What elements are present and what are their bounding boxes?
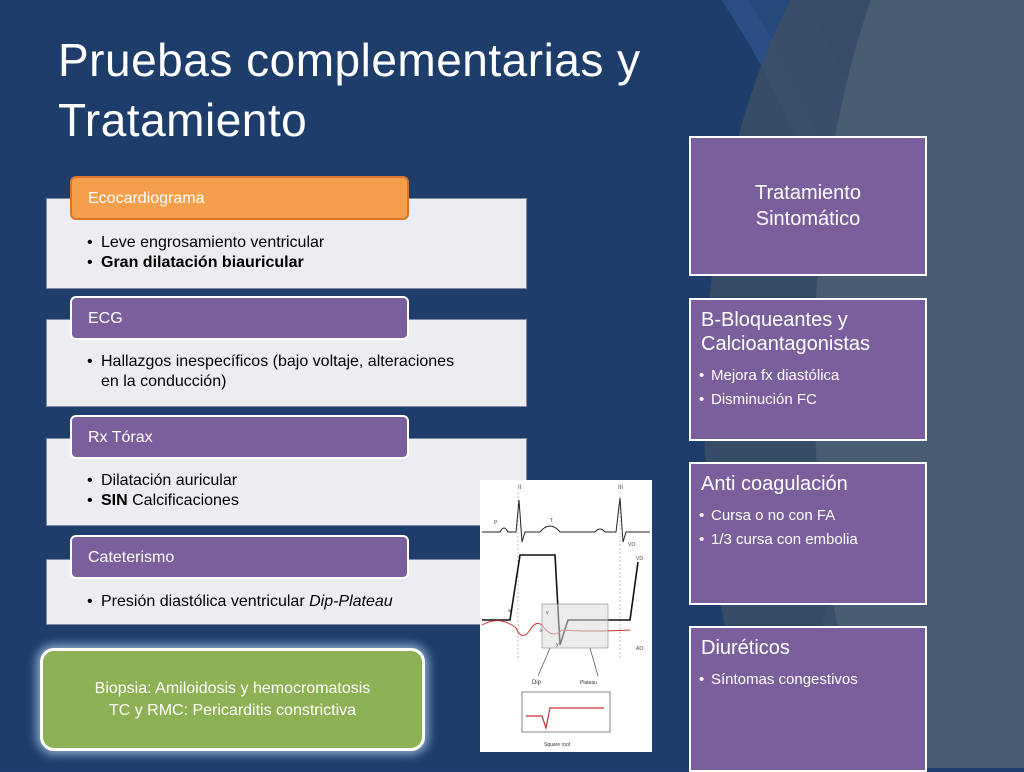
treatment-header-box [689, 136, 927, 276]
wave-label: P [494, 520, 498, 526]
pointer-line [538, 648, 550, 676]
treatment-bullet: • Mejora fx diastólica [691, 364, 925, 388]
section-tab-rx-torax: Rx Tórax [70, 415, 409, 459]
figure-caption: Square root [544, 742, 571, 748]
treatment-box-diuretics [689, 626, 927, 772]
wave-label: T [550, 518, 554, 524]
bullet-text: Calcificaciones [127, 492, 239, 509]
treatment-title-line: Calcioantagonistas [701, 333, 870, 355]
ecg-trace [482, 498, 650, 542]
treatment-title-line: B-Bloqueantes y [701, 309, 848, 331]
bullet-text: Hallazgos inespecíficos (bajo voltaje, alteraciones en la conducción) [101, 353, 455, 390]
bullet-text-bold: Gran dilatación biauricular [101, 254, 304, 271]
treatment-bullets [691, 668, 925, 692]
bullet-text: Leve engrosamiento ventricular [101, 234, 325, 251]
section-tab-ecg: ECG [70, 296, 409, 340]
biopsy-line: Biopsia: Amiloidosis y hemocromatosis [94, 679, 371, 697]
ecg-pressure-tracing [480, 480, 652, 752]
bullet-list [47, 471, 526, 511]
pointer-line [590, 648, 598, 676]
wave-label: y [556, 642, 559, 648]
side-label: AD [636, 646, 643, 652]
treatment-header-line: Sintomático [755, 208, 861, 230]
biopsy-note-box [40, 648, 425, 751]
bullet-list [47, 352, 526, 392]
square-root-trace [526, 708, 604, 728]
dip-plateau-zoom-box [542, 604, 608, 648]
bullet-item [87, 592, 526, 612]
plateau-label: Plateau [580, 680, 597, 686]
bullet-text-bold: SIN [101, 492, 128, 509]
treatment-bullet: • Cursa o no con FA [691, 504, 925, 528]
treatment-header-line: Tratamiento [755, 182, 861, 204]
square-root-box [522, 692, 610, 732]
bullet-item [87, 471, 526, 491]
treatment-box-beta-blockers [689, 298, 927, 441]
wave-label: v [546, 610, 549, 616]
treatment-bullet: • 1/3 cursa con embolia [691, 528, 925, 552]
wave-label: a [508, 608, 511, 614]
dip-label: Dip [532, 680, 542, 686]
slide-title: Pruebas complementarias y Tratamiento [58, 34, 641, 146]
bullet-text: Presión diastólica ventricular [101, 593, 310, 610]
treatment-bullet: • Síntomas congestivos [691, 668, 925, 692]
wave-label: x [540, 628, 543, 634]
bullet-item [87, 253, 526, 273]
section-tab-cateterismo: Cateterismo [70, 535, 409, 579]
bullet-item [87, 352, 461, 392]
treatment-title [691, 300, 925, 356]
bullet-text: Dilatación auricular [101, 472, 238, 489]
treatment-box-anticoagulation [689, 462, 927, 605]
imaging-line: TC y RMC: Pericarditis constrictiva [108, 701, 357, 719]
lead-label: II [518, 485, 522, 491]
ecg-pressure-figure [480, 480, 652, 752]
treatment-bullets [691, 364, 925, 412]
treatment-bullet: • Disminución FC [691, 388, 925, 412]
treatment-bullets [691, 504, 925, 552]
lead-label: III [618, 485, 624, 491]
bullet-list [47, 233, 526, 273]
wave-label: VD [628, 542, 635, 548]
treatment-title: Anti coagulación [701, 473, 848, 495]
bullet-item [87, 491, 526, 511]
bullet-item [87, 233, 526, 253]
section-tab-ecocardiograma: Ecocardiograma [70, 176, 409, 220]
side-label: VD [636, 556, 643, 562]
bullet-text-italic: Dip-Plateau [309, 593, 393, 610]
treatment-title: Diuréticos [701, 637, 790, 659]
bullet-list [47, 592, 526, 612]
